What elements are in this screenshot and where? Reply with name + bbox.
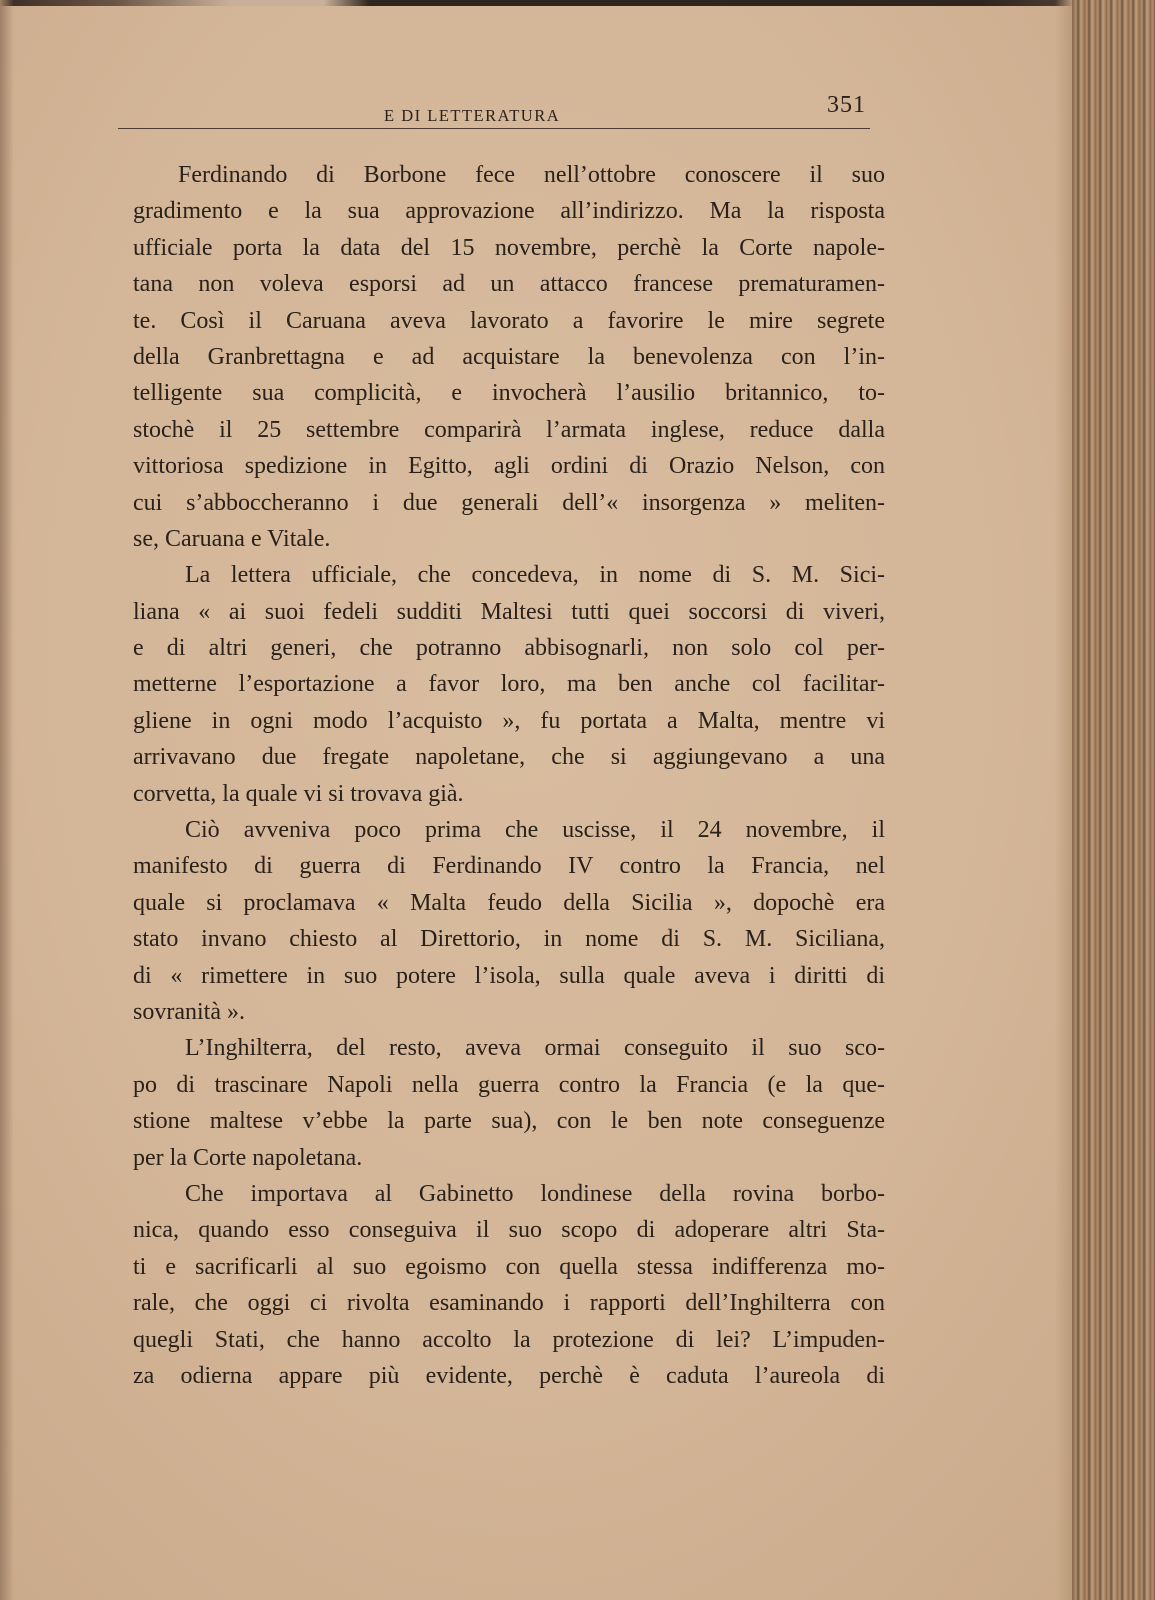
text-line: gradimento e la sua approvazione all’indirizzo. Ma la risposta: [133, 198, 885, 225]
text-line: se, Caruana e Vitale.: [133, 525, 331, 552]
text-line: ufficiale porta la data del 15 novembre, perchè la Corte napole-: [133, 234, 885, 261]
text-line: nica, quando esso conseguiva il suo scopo di adoperare altri Sta-: [133, 1217, 885, 1244]
text-line: sovranità ».: [133, 998, 245, 1025]
page-stack-edge: [1072, 0, 1155, 1600]
text-line: stato invano chiesto al Direttorio, in nome di S. M. Siciliana,: [133, 926, 885, 953]
text-line: La lettera ufficiale, che concedeva, in nome di S. M. Sici-: [185, 562, 885, 589]
text-line: stione maltese v’ebbe la parte sua), con le ben note conseguenze: [133, 1108, 885, 1135]
text-line: corvetta, la quale vi si trovava già.: [133, 780, 464, 807]
text-line: di « rimettere in suo potere l’isola, sulla quale aveva i diritti di: [133, 962, 885, 989]
text-line: L’Inghilterra, del resto, aveva ormai conseguito il suo sco-: [185, 1035, 885, 1062]
text-line: te. Così il Caruana aveva lavorato a favorire le mire segrete: [133, 307, 885, 334]
text-line: za odierna appare più evidente, perchè è caduta l’aureola di: [133, 1362, 885, 1389]
left-gutter-shadow: [0, 0, 14, 1600]
text-line: metterne l’esportazione a favor loro, ma ben anche col facilitar-: [133, 671, 885, 698]
page-header: [118, 92, 870, 132]
header-rule: [118, 128, 870, 129]
text-line: e di altri generi, che potranno abbisognarli, non solo col per-: [133, 635, 885, 662]
text-line: po di trascinare Napoli nella guerra contro la Francia (e la que-: [133, 1071, 885, 1098]
text-line: ti e sacrificarli al suo egoismo con quella stessa indifferenza mo-: [133, 1253, 885, 1280]
running-head: E DI LETTERATURA: [384, 106, 561, 125]
text-line: arrivavano due fregate napoletane, che si aggiungevano a una: [133, 744, 885, 771]
text-line: quale si proclamava « Malta feudo della Sicilia », dopochè era: [133, 889, 885, 916]
body-text: [133, 157, 885, 1394]
text-line: tana non voleva esporsi ad un attacco francese prematuramen-: [133, 271, 885, 298]
text-line: Ciò avveniva poco prima che uscisse, il 24 novembre, il: [185, 817, 885, 844]
text-line: quegli Stati, che hanno accolto la protezione di lei? L’impuden-: [133, 1326, 885, 1353]
text-line: per la Corte napoletana.: [133, 1144, 363, 1171]
right-edge-shade: [1055, 0, 1073, 1600]
text-line: stochè il 25 settembre comparirà l’armata inglese, reduce dalla: [133, 416, 885, 443]
text-line: liana « ai suoi fedeli sudditi Maltesi tutti quei soccorsi di viveri,: [133, 598, 885, 625]
text-line: della Granbrettagna e ad acquistare la benevolenza con l’in-: [133, 343, 885, 370]
text-line: cui s’abboccheranno i due generali dell’« insorgenza » meliten-: [133, 489, 885, 516]
text-line: gliene in ogni modo l’acquisto », fu portata a Malta, mentre vi: [133, 707, 885, 734]
text-line: Che importava al Gabinetto londinese della rovina borbo-: [185, 1180, 885, 1207]
text-line: rale, che oggi ci rivolta esaminando i rapporti dell’Inghilterra con: [133, 1290, 885, 1317]
text-line: vittoriosa spedizione in Egitto, agli ordini di Orazio Nelson, con: [133, 453, 885, 480]
page-number: 351: [827, 92, 866, 118]
text-line: manifesto di guerra di Ferdinando IV contro la Francia, nel: [133, 853, 885, 880]
top-edge: [0, 0, 1155, 6]
text-line: telligente sua complicità, e invocherà l’ausilio britannico, to-: [133, 380, 885, 407]
text-line: Ferdinando di Borbone fece nell’ottobre conoscere il suo: [178, 162, 885, 188]
